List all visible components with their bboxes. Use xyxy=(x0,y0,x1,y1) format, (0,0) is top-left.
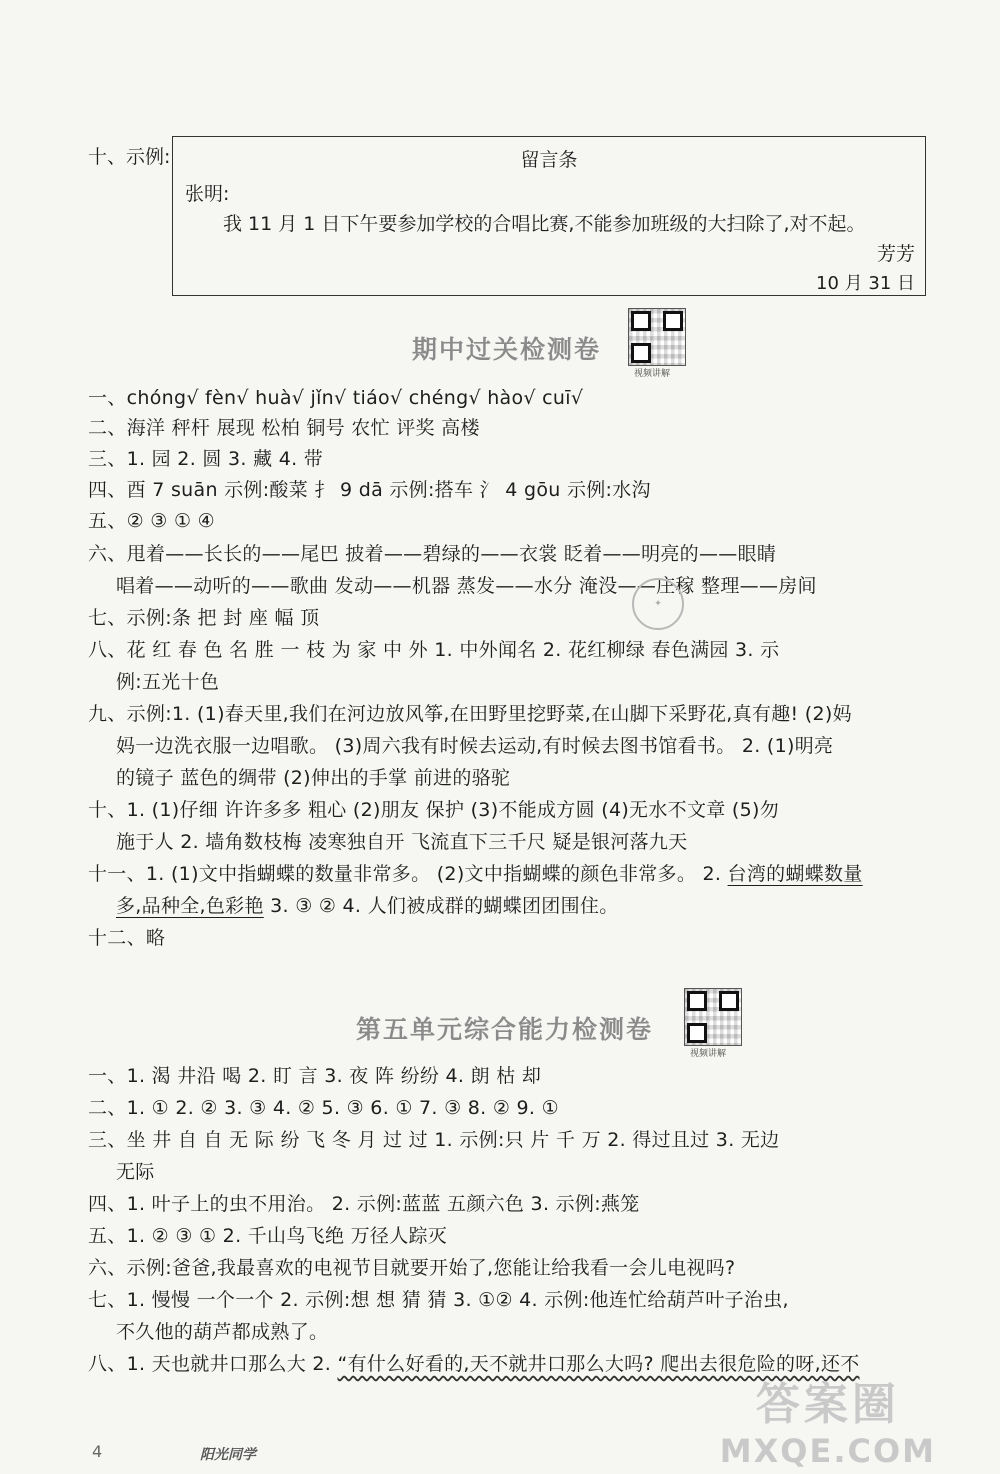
answer-line: 施于人 2. 墙角数枝梅 凌寒独自开 飞流直下三千尺 疑是银河落九天 xyxy=(116,831,688,853)
answer-line: 的镜子 蓝色的绸带 (2)伸出的手掌 前进的骆驼 xyxy=(116,767,511,789)
answer-line: 唱着——动听的——歌曲 发动——机器 蒸发——水分 淹没——庄稼 整理——房间 xyxy=(116,575,817,597)
underlined-answer: 台湾的蝴蝶数量 xyxy=(727,863,863,885)
underlined-answer: 多,品种全,色彩艳 xyxy=(116,895,264,917)
answer-line: 四、1. 叶子上的虫不用治。 2. 示例:蓝蓝 五颜六色 3. 示例:燕笼 xyxy=(88,1193,640,1215)
answer-text: 十一、1. (1)文中指蝴蝶的数量非常多。 (2)文中指蝴蝶的颜色非常多。 2. xyxy=(88,863,722,885)
answer-line: 六、甩着——长长的——尾巴 披着——碧绿的——衣裳 眨着——明亮的——眼睛 xyxy=(88,543,777,565)
answer-line: 一、1. 渴 井沿 喝 2. 盯 言 3. 夜 阵 纷纷 4. 朗 枯 却 xyxy=(88,1065,542,1087)
answer-line: 九、示例:1. (1)春天里,我们在河边放风筝,在田野里挖野菜,在山脚下采野花,真有趣! (2)妈 xyxy=(88,703,852,725)
qr-code-icon[interactable] xyxy=(628,308,686,366)
wavy-underlined-answer: “有什么好看的,天不就井口那么大吗? 爬出去很危险的呀,还不 xyxy=(337,1353,860,1375)
answer-line: 不久他的葫芦都成熟了。 xyxy=(116,1321,329,1343)
note-body: 我 11 月 1 日下午要参加学校的合唱比赛,不能参加班级的大扫除了,对不起。 xyxy=(223,213,866,235)
note-signature: 芳芳 xyxy=(876,243,915,265)
answer-line: 一、chóng√ fèn√ huà√ jǐn√ tiáo√ chéng√ hào√ cuī√ xyxy=(88,387,584,409)
answer-text: 八、1. 天也就井口那么大 2. xyxy=(88,1353,332,1375)
unit5-title: 第五单元综合能力检测卷 xyxy=(356,1015,654,1044)
answer-line: 四、酉 7 suān 示例:酸菜 扌 9 dā 示例:搭车 氵 4 gōu 示例:水沟 xyxy=(88,479,651,501)
answer-line xyxy=(88,860,932,888)
answer-line: 例:五光十色 xyxy=(116,671,220,693)
note-title: 留言条 xyxy=(520,149,578,171)
answer-line: 六、示例:爸爸,我最喜欢的电视节目就要开始了,您能让给我看一会儿电视吗? xyxy=(88,1257,736,1279)
brand-logo: 阳光同学 xyxy=(200,1447,256,1463)
qr-code-icon[interactable] xyxy=(684,988,742,1046)
answer-line: 妈一边洗衣服一边唱歌。 (3)周六我有时候去运动,有时候去图书馆看书。 2. (1)明亮 xyxy=(116,735,834,757)
page-number: 4 xyxy=(92,1442,103,1461)
answer-line: 五、1. ② ③ ① 2. 千山鸟飞绝 万径人踪灭 xyxy=(88,1225,448,1247)
answer-line xyxy=(116,892,932,920)
answer-line xyxy=(88,1350,932,1378)
note-label: 十、示例: xyxy=(88,146,171,168)
answer-line: 二、海洋 秤杆 展现 松柏 铜号 农忙 评奖 高楼 xyxy=(88,417,480,439)
answer-line: 无际 xyxy=(116,1161,155,1183)
note-greeting: 张明: xyxy=(185,183,230,205)
answer-line: 八、花 红 春 色 名 胜 一 枝 为 家 中 外 1. 中外闻名 2. 花红柳绿 春色满园 3. 示 xyxy=(88,639,780,661)
midterm-title: 期中过关检测卷 xyxy=(412,335,602,364)
watermark-url: MXQE.COM xyxy=(719,1432,936,1470)
note-date: 10 月 31 日 xyxy=(816,273,915,294)
answer-line: 七、示例:条 把 封 座 幅 顶 xyxy=(88,607,320,629)
answer-line: 二、1. ① 2. ② 3. ③ 4. ② 5. ③ 6. ① 7. ③ 8. ② 9. ① xyxy=(88,1097,559,1119)
answer-line: 三、1. 园 2. 圆 3. 藏 4. 带 xyxy=(88,448,324,470)
watermark xyxy=(719,1379,936,1474)
answer-text: 3. ③ ② 4. 人们被成群的蝴蝶团团围住。 xyxy=(270,895,619,917)
message-note-box xyxy=(172,136,926,296)
answer-line: 五、② ③ ① ④ xyxy=(88,510,215,532)
qr-caption: 视频讲解 xyxy=(634,369,671,379)
answer-line: 十、1. (1)仔细 许许多多 粗心 (2)朋友 保护 (3)不能成方圆 (4)无水不文章 (5)勿 xyxy=(88,799,780,821)
answer-line: 七、1. 慢慢 一个一个 2. 示例:想 想 猜 猜 3. ①② 4. 示例:他连忙给葫芦叶子治虫, xyxy=(88,1289,789,1311)
qr-caption: 视频讲解 xyxy=(690,1049,727,1059)
answer-line: 三、坐 井 自 自 无 际 纷 飞 冬 月 过 过 1. 示例:只 片 千 万 2. 得过且过 3. 无边 xyxy=(88,1129,780,1151)
stamp-icon: ✦ xyxy=(632,578,684,630)
watermark-text: 答案圈 xyxy=(755,1379,900,1430)
answer-line: 十二、略 xyxy=(88,927,166,949)
